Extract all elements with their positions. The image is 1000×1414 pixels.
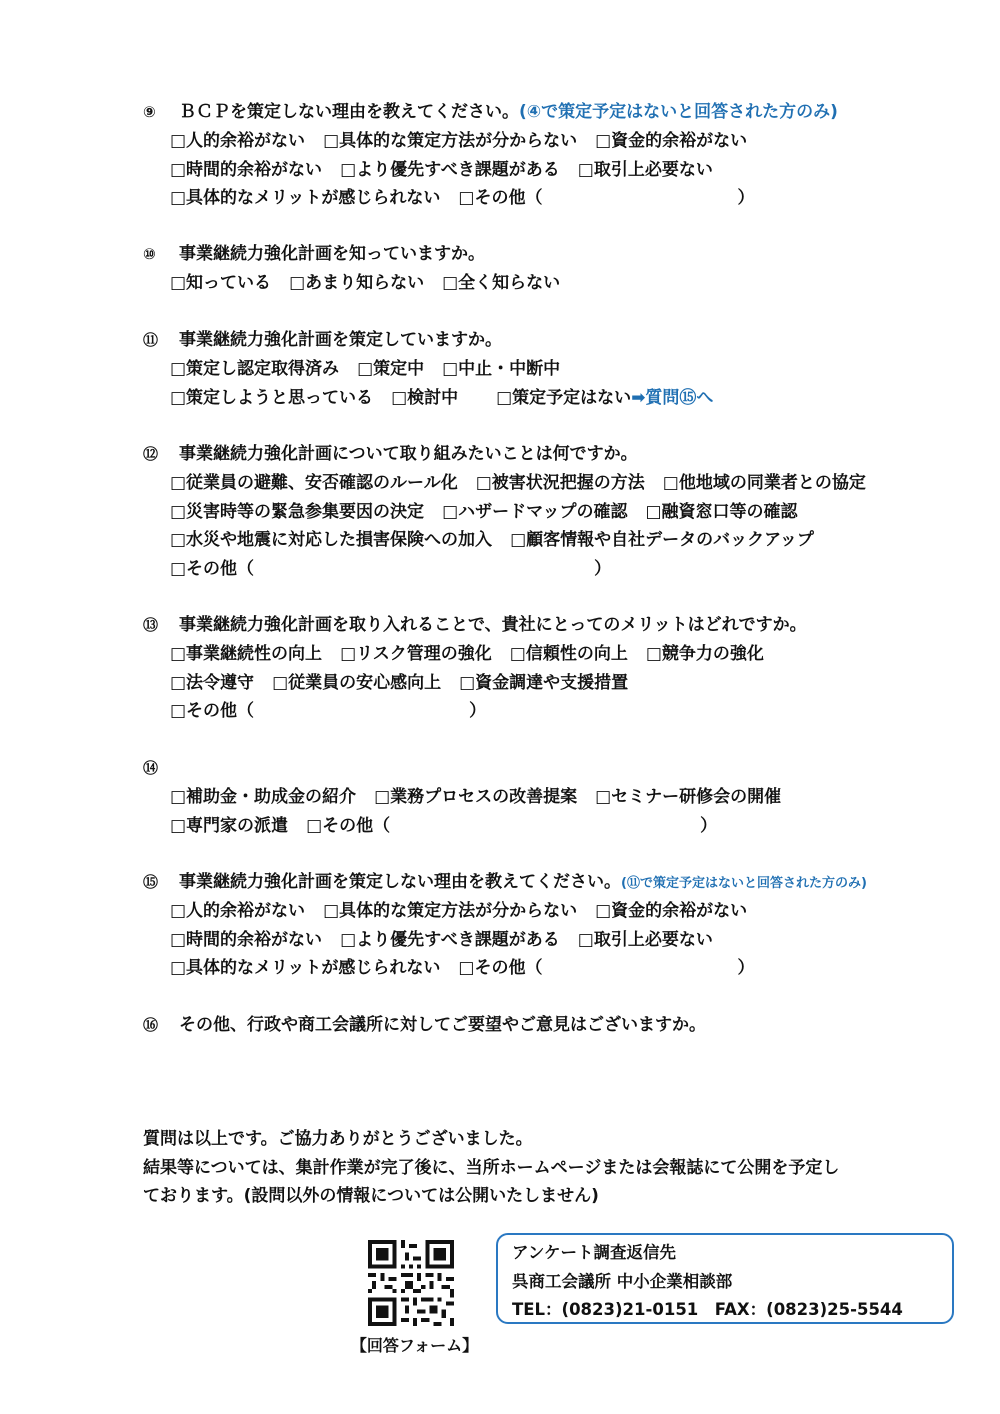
checkbox-option[interactable]: □従業員の避難、安否確認のルール化: [170, 473, 458, 493]
question-title: [143, 240, 943, 269]
other-option[interactable]: □その他（: [170, 559, 255, 580]
question-14: [143, 754, 943, 840]
checkbox-option[interactable]: □策定中: [357, 359, 425, 379]
checkbox-option[interactable]: □従業員の安心感向上: [272, 672, 442, 693]
question-text: その他、行政や商工会議所に対してご要望やご意見はございますか。: [179, 1015, 706, 1035]
closing-message: [143, 1125, 943, 1211]
other-option[interactable]: □その他（: [458, 958, 543, 979]
checkbox-option[interactable]: □策定し認定取得済み: [170, 359, 340, 379]
checkbox-option[interactable]: □具体的なメリットが感じられない: [170, 958, 441, 979]
checkbox-option[interactable]: □融資窓口等の確認: [645, 501, 798, 522]
checkbox-option[interactable]: □時間的余裕がない: [170, 159, 323, 180]
closing-line: 結果等については、集計作業が完了後に、当所ホームページまたは会報誌にて公開を予定し: [143, 1157, 840, 1178]
checkbox-option[interactable]: □セミナー研修会の開催: [595, 787, 782, 807]
other-close-paren: ）: [737, 188, 755, 209]
checkbox-option[interactable]: □あまり知らない: [289, 273, 425, 293]
question-title: [143, 326, 943, 355]
checkbox-option[interactable]: □競争力の強化: [645, 644, 764, 664]
checkbox-option[interactable]: □取引上必要ない: [577, 929, 713, 950]
other-close-paren: ）: [594, 559, 612, 580]
checkbox-option[interactable]: □水災や地震に対応した損害保険への加入: [170, 530, 493, 551]
checkbox-option[interactable]: □時間的余裕がない: [170, 929, 323, 950]
question-number: ⑩: [143, 245, 156, 263]
question-title: [143, 754, 943, 783]
checkbox-option[interactable]: □他地域の同業者との協定: [662, 473, 866, 493]
checkbox-option[interactable]: □顧客情報や自社データのバックアップ: [510, 530, 814, 551]
question-text: 事業継続力強化計画を策定していますか。: [179, 330, 502, 350]
other-close-paren: ）: [469, 701, 487, 722]
checkbox-option[interactable]: □業務プロセスの改善提案: [374, 787, 578, 807]
question-text: ＢＣＰを策定しない理由を教えてください。: [179, 102, 519, 122]
question-12: [143, 440, 943, 584]
contact-organization: 呉商工会議所 中小企業相談部: [512, 1271, 733, 1291]
checkbox-option[interactable]: □具体的な策定方法が分からない: [323, 901, 578, 921]
question-title: [143, 440, 943, 469]
checkbox-option[interactable]: □具体的な策定方法が分からない: [323, 131, 578, 151]
checkbox-option[interactable]: □専門家の派遣: [170, 815, 289, 836]
checkbox-option[interactable]: □検討中: [391, 387, 459, 408]
question-11: [143, 326, 943, 412]
qr-caption: 【回答フォーム】: [350, 1336, 479, 1355]
question-title: [143, 868, 943, 897]
checkbox-option[interactable]: □中止・中断中: [442, 359, 561, 379]
checkbox-option[interactable]: □法令遵守: [170, 672, 255, 693]
question-number: ⑪: [143, 331, 159, 349]
checkbox-option[interactable]: □人的余裕がない: [170, 131, 306, 151]
question-text: 事業継続力強化計画を知っていますか。: [179, 244, 485, 264]
question-text: 事業継続力強化計画を取り入れることで、貴社にとってのメリットはどれですか。: [179, 615, 807, 635]
checkbox-option[interactable]: □人的余裕がない: [170, 901, 306, 921]
question-text: 事業継続力強化計画を策定しない理由を教えてください。: [179, 872, 621, 892]
question-number: ⑬: [143, 616, 159, 634]
checkbox-option[interactable]: □具体的なメリットが感じられない: [170, 188, 441, 209]
closing-line: 質問は以上です。ご協力ありがとうございました。: [143, 1129, 533, 1149]
question-note: (⑪で策定予定はないと回答された方のみ): [621, 876, 867, 891]
question-number: ⑨: [143, 103, 156, 121]
question-number: ⑯: [143, 1016, 159, 1034]
question-title: [143, 98, 943, 127]
question-number: ⑮: [143, 873, 159, 891]
goto-question-15-link[interactable]: ➡質問⑮へ: [631, 387, 714, 408]
checkbox-option[interactable]: □全く知らない: [442, 273, 561, 293]
checkbox-option[interactable]: □より優先すべき課題がある: [340, 159, 560, 180]
checkbox-option[interactable]: □リスク管理の強化: [340, 644, 492, 664]
qr-code-icon[interactable]: [368, 1240, 454, 1326]
question-15: [143, 868, 943, 983]
question-13: [143, 611, 943, 726]
contact-box: [496, 1233, 954, 1324]
contact-tel-fax: TEL：(0823)21-0151 FAX：(0823)25-5544: [512, 1300, 903, 1319]
checkbox-option[interactable]: □策定しようと思っている: [170, 387, 374, 408]
question-title: [143, 611, 943, 640]
other-close-paren: ）: [737, 958, 755, 979]
checkbox-option[interactable]: □事業継続性の向上: [170, 644, 323, 664]
checkbox-option[interactable]: □策定予定はない: [496, 387, 632, 408]
question-9: [143, 98, 943, 213]
checkbox-option[interactable]: □資金的余裕がない: [595, 131, 748, 151]
checkbox-option[interactable]: □資金調達や支援措置: [459, 672, 629, 693]
closing-line: ております。(設問以外の情報については公開いたしません): [143, 1186, 599, 1206]
checkbox-option[interactable]: □補助金・助成金の紹介: [170, 787, 357, 807]
contact-heading: アンケート調査返信先: [512, 1243, 677, 1262]
other-option[interactable]: □その他（: [458, 188, 543, 209]
checkbox-option[interactable]: □被害状況把握の方法: [475, 473, 645, 493]
other-option[interactable]: □その他（: [170, 701, 255, 722]
checkbox-option[interactable]: □資金的余裕がない: [595, 901, 748, 921]
checkbox-option[interactable]: □災害時等の緊急参集要因の決定: [170, 501, 425, 522]
other-option[interactable]: □その他（: [306, 815, 391, 836]
question-title: [143, 1011, 943, 1040]
question-text: 事業継続力強化計画について取り組みたいことは何ですか。: [179, 444, 638, 464]
checkbox-option[interactable]: □知っている: [170, 273, 272, 293]
checkbox-option[interactable]: □ハザードマップの確認: [442, 501, 628, 522]
checkbox-option[interactable]: □信頼性の向上: [509, 644, 628, 664]
question-16: [143, 1011, 943, 1040]
question-number: ⑫: [143, 445, 159, 463]
question-note: (④で策定予定はないと回答された方のみ): [519, 102, 838, 122]
checkbox-option[interactable]: □取引上必要ない: [577, 159, 713, 180]
question-number: ⑭: [143, 759, 159, 777]
checkbox-option[interactable]: □より優先すべき課題がある: [340, 929, 560, 950]
other-close-paren: ）: [700, 815, 718, 836]
question-10: [143, 240, 943, 298]
